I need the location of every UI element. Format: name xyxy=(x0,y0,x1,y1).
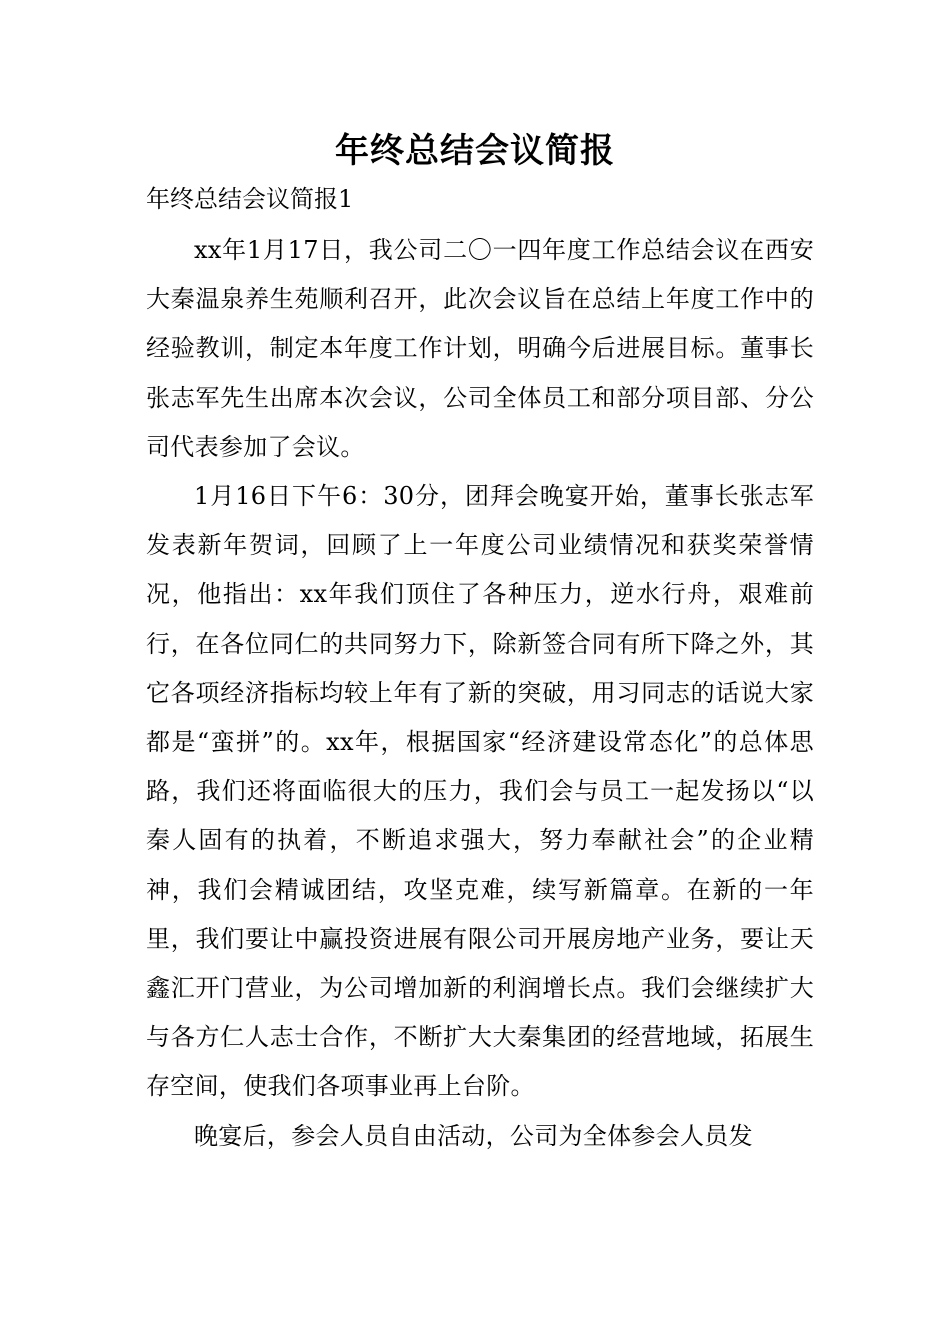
document-subtitle: 年终总结会议简报1 xyxy=(146,185,354,213)
paragraph: xx年1月17日，我公司二〇一四年度工作总结会议在西安大秦温泉养生苑顺利召开，此次会议旨在总结上年度工作中的经验教训，制定本年度工作计划，明确今后进展目标。董事长张志军先生出席本次会议，公司全体员工和部分项目部、分公司代表参加了会议。 xyxy=(146,236,814,461)
document-body xyxy=(146,226,814,1161)
document-title: 年终总结会议简报 xyxy=(335,131,615,171)
paragraph: 1月16日下午6：30分，团拜会晚宴开始，董事长张志军发表新年贺词，回顾了上一年度公司业绩情况和获奖荣誉情况，他指出：xx年我们顶住了各种压力，逆水行舟，艰难前行，在各位同仁的共同努力下，除新签合同有所下降之外，其它各项经济指标均较上年有了新的突破，用习同志的话说大家都是“蛮拼”的。xx年，根据国家“经济建设常态化”的总体思路，我们还将面临很大的压力，我们会与员工一起发扬以“以秦人固有的执着，不断追求强大，努力奉献社会”的企业精神，我们会精诚团结，攻坚克难，续写新篇章。在新的一年里，我们要让中赢投资进展有限公司开展房地产业务，要让天鑫汇开门营业，为公司增加新的利润增长点。我们会继续扩大与各方仁人志士合作，不断扩大大秦集团的经营地域，拓展生存空间，使我们各项事业再上台阶。 xyxy=(146,482,814,1101)
paragraph: 晚宴后，参会人员自由活动，公司为全体参会人员发 xyxy=(194,1121,753,1150)
